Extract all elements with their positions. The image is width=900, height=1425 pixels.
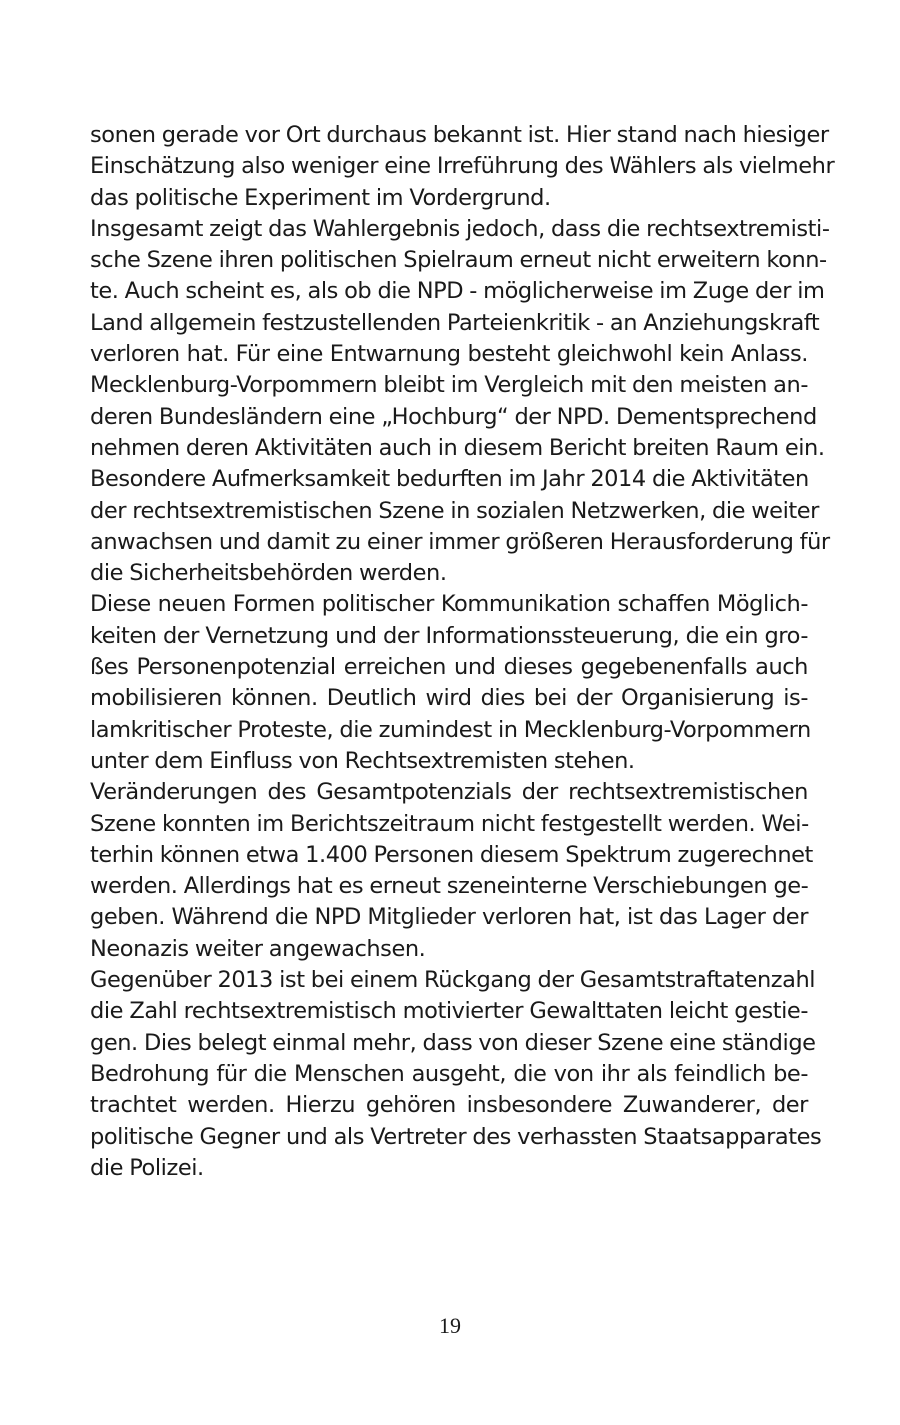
text-line: terhin können etwa 1.400 Personen diesem Spektrum zugerechnet xyxy=(90,841,813,868)
text-line: die Polizei. xyxy=(90,1154,204,1181)
page-number: 19 xyxy=(439,1313,461,1338)
text-line: Mecklenburg-Vorpommern bleibt im Vergleich mit den meisten an- xyxy=(90,372,808,399)
text-line: sche Szene ihren politischen Spielraum erneut nicht erweitern konn- xyxy=(90,247,827,274)
text-line: geben. Während die NPD Mitglieder verloren hat, ist das Lager der xyxy=(90,904,808,931)
text-line: das politische Experiment im Vordergrund. xyxy=(90,184,551,211)
text-line: der rechtsextremistischen Szene in sozialen Netzwerken, die weiter xyxy=(90,497,819,524)
text-line: Besondere Aufmerksamkeit bedurften im Jahr 2014 die Aktivitäten xyxy=(90,466,809,493)
text-line: gen. Dies belegt einmal mehr, dass von dieser Szene eine ständige xyxy=(90,1029,816,1056)
body-text xyxy=(90,120,835,1184)
text-line: deren Bundesländern eine „Hochburg“ der NPD. Dementsprechend xyxy=(90,403,817,430)
text-line: werden. Allerdings hat es erneut szeneinterne Verschiebungen ge- xyxy=(90,873,809,900)
text-line: ßes Personenpotenzial erreichen und dieses gegebenenfalls auch xyxy=(90,654,808,681)
text-line: trachtet werden. Hierzu gehören insbesondere Zuwanderer, der xyxy=(90,1092,808,1119)
text-line: lamkritischer Proteste, die zumindest in Mecklenburg-Vorpommern xyxy=(90,716,811,743)
text-line: unter dem Einfluss von Rechtsextremisten stehen. xyxy=(90,747,635,774)
text-line: te. Auch scheint es, als ob die NPD - möglicherweise im Zuge der im xyxy=(90,278,825,305)
text-line: keiten der Vernetzung und der Informationssteuerung, die ein gro- xyxy=(90,622,808,649)
text-line: die Sicherheitsbehörden werden. xyxy=(90,560,447,587)
text-line: Einschätzung also weniger eine Irreführung des Wählers als vielmehr xyxy=(90,153,835,180)
text-line: Szene konnten im Berichtszeitraum nicht festgestellt werden. Wei- xyxy=(90,810,809,837)
text-line: die Zahl rechtsextremistisch motivierter Gewalttaten leicht gestie- xyxy=(90,998,808,1025)
text-line: Bedrohung für die Menschen ausgeht, die von ihr als feindlich be- xyxy=(90,1060,808,1087)
text-line: Insgesamt zeigt das Wahlergebnis jedoch, dass die rechtsextremisti- xyxy=(90,215,830,242)
text-line: Land allgemein festzustellenden Parteienkritik - an Anziehungskraft xyxy=(90,309,820,336)
text-line: Gegenüber 2013 ist bei einem Rückgang der Gesamtstraftatenzahl xyxy=(90,967,816,994)
text-line: Neonazis weiter angewachsen. xyxy=(90,935,426,962)
text-line: mobilisieren können. Deutlich wird dies bei der Organisierung is- xyxy=(90,685,808,712)
text-line: politische Gegner und als Vertreter des verhassten Staatsapparates xyxy=(90,1123,822,1150)
text-line: anwachsen und damit zu einer immer größeren Herausforderung für xyxy=(90,528,830,555)
text-line: verloren hat. Für eine Entwarnung besteht gleichwohl kein Anlass. xyxy=(90,341,808,368)
text-line: Diese neuen Formen politischer Kommunikation schaffen Möglich- xyxy=(90,591,808,618)
text-line: sonen gerade vor Ort durchaus bekannt ist. Hier stand nach hiesiger xyxy=(90,122,829,148)
text-line: nehmen deren Aktivitäten auch in diesem Bericht breiten Raum ein. xyxy=(90,434,825,461)
text-line: Veränderungen des Gesamtpotenzials der rechtsextremistischen xyxy=(90,779,808,806)
